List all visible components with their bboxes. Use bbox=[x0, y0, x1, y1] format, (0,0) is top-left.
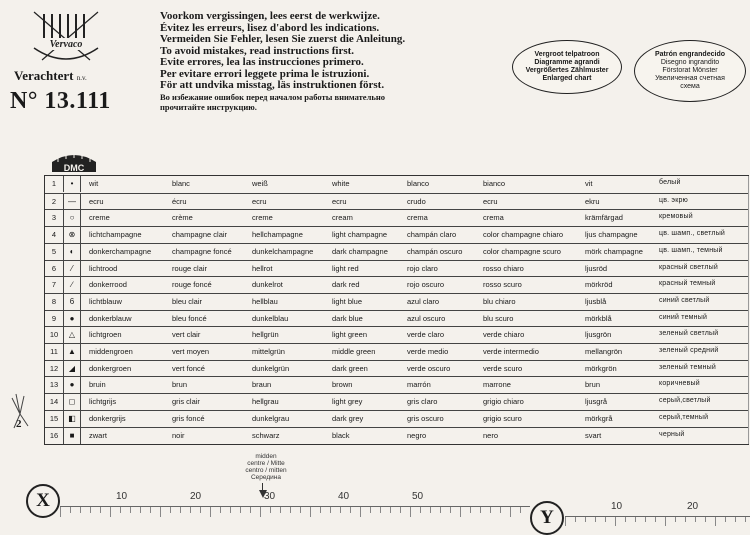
color-name: gris claro bbox=[407, 397, 438, 407]
color-name: verde scuro bbox=[483, 363, 523, 373]
color-name: mörkgrön bbox=[585, 363, 617, 373]
ruler-tick bbox=[565, 517, 566, 526]
table-row bbox=[45, 276, 749, 293]
enlarged-chart-badge bbox=[512, 40, 622, 94]
color-name: hellchampagne bbox=[252, 230, 303, 240]
color-name: negro bbox=[407, 430, 427, 440]
ruler-tick bbox=[220, 507, 221, 513]
color-name: цв. экрю bbox=[659, 196, 688, 204]
color-name: lichtgroen bbox=[89, 330, 122, 340]
color-number: 6 bbox=[45, 261, 64, 277]
ruler-tick bbox=[120, 507, 121, 513]
table-row bbox=[45, 293, 749, 310]
color-name: grigio scuro bbox=[483, 413, 522, 423]
color-name: lichtblauw bbox=[89, 296, 122, 306]
color-number: 9 bbox=[45, 311, 64, 327]
color-name: dark blue bbox=[332, 313, 363, 323]
table-row bbox=[45, 310, 749, 327]
color-name: ecru bbox=[483, 196, 498, 206]
color-name: rojo claro bbox=[407, 263, 438, 273]
ruler-tick bbox=[350, 507, 351, 513]
stitch-symbol: ◢ bbox=[64, 361, 81, 377]
color-name: зеленый темный bbox=[659, 363, 716, 371]
color-name: color champagne scuro bbox=[483, 246, 561, 256]
color-number: 8 bbox=[45, 294, 64, 310]
color-name: crema bbox=[483, 213, 504, 223]
stitch-symbol: ◻ bbox=[64, 394, 81, 410]
color-name: donkerrood bbox=[89, 280, 127, 290]
color-name: синий светлый bbox=[659, 296, 710, 304]
table-row bbox=[45, 393, 749, 410]
color-name: donkergroen bbox=[89, 363, 132, 373]
color-name: ljusgrå bbox=[585, 397, 608, 407]
stitch-symbol: 6 bbox=[64, 294, 81, 310]
color-name: цв. шамп., светлый bbox=[659, 230, 726, 238]
color-name: синий темный bbox=[659, 313, 708, 321]
stitch-symbol: ● bbox=[64, 311, 81, 327]
ruler-tick bbox=[410, 507, 411, 517]
color-name: marrón bbox=[407, 380, 431, 390]
ruler-tick bbox=[130, 507, 131, 513]
color-name: light red bbox=[332, 263, 359, 273]
ruler-tick bbox=[675, 517, 676, 522]
badge-line: Förstorat Mönster bbox=[662, 67, 718, 74]
color-number: 3 bbox=[45, 210, 64, 226]
ruler-tick bbox=[655, 517, 656, 522]
color-name: light grey bbox=[332, 397, 363, 407]
color-name: dunkelgrau bbox=[252, 413, 290, 423]
color-number: 11 bbox=[45, 344, 64, 360]
dmc-logo bbox=[48, 150, 100, 176]
ruler-tick bbox=[470, 507, 471, 513]
ruler-tick bbox=[210, 507, 211, 517]
color-name: svart bbox=[585, 430, 602, 440]
badge-line: Diagramme agrandi bbox=[534, 59, 600, 66]
ruler-tick bbox=[480, 507, 481, 513]
color-name: braun bbox=[252, 380, 272, 390]
color-name: champán claro bbox=[407, 230, 457, 240]
ruler-tick bbox=[310, 507, 311, 517]
ruler-tick bbox=[140, 507, 141, 513]
axis-x-marker: X bbox=[26, 484, 60, 518]
ruler-tick bbox=[80, 507, 81, 513]
color-name: verde chiaro bbox=[483, 330, 525, 340]
center-note-line: centre / Mitte bbox=[247, 460, 285, 467]
color-name: schwarz bbox=[252, 430, 280, 440]
color-name: lichtrood bbox=[89, 263, 118, 273]
stitch-symbol: △ bbox=[64, 327, 81, 343]
ruler-tick bbox=[100, 507, 101, 513]
axis-y-marker: Y bbox=[530, 501, 564, 535]
instruction-line: För att undvika misstag, läs instruktionen först. bbox=[160, 79, 385, 91]
ruler-tick bbox=[685, 517, 686, 522]
ruler-tick bbox=[645, 517, 646, 522]
color-name: белый bbox=[659, 179, 681, 186]
color-name: verde intermedio bbox=[483, 347, 539, 356]
color-name: grigio chiaro bbox=[483, 397, 524, 407]
color-name: middle green bbox=[332, 347, 376, 356]
color-number: 10 bbox=[45, 327, 64, 343]
color-name: brun bbox=[172, 380, 188, 390]
color-name: blanco bbox=[407, 179, 430, 188]
color-name: rosso scuro bbox=[483, 280, 522, 290]
color-name: mörk champagne bbox=[585, 246, 643, 256]
stitch-symbol: ▲ bbox=[64, 344, 81, 360]
instruction-line: Per evitare errori leggete prima le istruzioni. bbox=[160, 67, 370, 80]
x-tick-label: 10 bbox=[116, 491, 128, 502]
color-name: azul claro bbox=[407, 296, 440, 306]
badge-line: схема bbox=[680, 83, 700, 90]
color-name: bleu foncé bbox=[172, 313, 207, 323]
color-name: черный bbox=[659, 430, 685, 438]
center-note-line: Середина bbox=[250, 474, 282, 481]
color-name: ljusröd bbox=[585, 263, 608, 273]
color-name: hellblau bbox=[252, 296, 278, 306]
color-name: crema bbox=[407, 213, 428, 223]
color-name: dunkelblau bbox=[252, 313, 289, 323]
stitch-symbol: ⁄ bbox=[64, 261, 81, 277]
ruler-tick bbox=[715, 517, 716, 526]
ruler-tick bbox=[90, 507, 91, 513]
ruler-tick bbox=[520, 507, 521, 513]
color-name: donkerblauw bbox=[89, 313, 132, 323]
ruler-tick bbox=[230, 507, 231, 513]
color-name: dunkelgrün bbox=[252, 363, 290, 373]
color-name: ljus champagne bbox=[585, 230, 638, 240]
color-name: cream bbox=[332, 213, 353, 223]
color-name: dark red bbox=[332, 280, 360, 290]
ruler-tick bbox=[585, 517, 586, 522]
center-note-line: centro / mitten bbox=[245, 467, 287, 474]
color-name: écru bbox=[172, 196, 187, 206]
color-name: dark grey bbox=[332, 413, 364, 423]
color-name: mörkgrå bbox=[585, 413, 613, 423]
color-number: 2 bbox=[45, 194, 64, 210]
table-row bbox=[45, 193, 749, 210]
ruler-tick bbox=[320, 507, 321, 513]
color-name: middengroen bbox=[89, 347, 133, 356]
table-row bbox=[45, 376, 749, 393]
ruler-tick bbox=[725, 517, 726, 522]
badge-line: Enlarged chart bbox=[542, 75, 592, 82]
color-key-table bbox=[44, 175, 749, 445]
ruler-tick bbox=[180, 507, 181, 513]
instruction-line: To avoid mistakes, read instructions first. bbox=[160, 44, 355, 57]
ruler-tick bbox=[250, 507, 251, 513]
stitch-symbol: ∕ bbox=[64, 277, 81, 293]
color-name: color champagne chiaro bbox=[483, 230, 564, 240]
dmc-label: DMC bbox=[63, 163, 85, 173]
color-name: verde medio bbox=[407, 347, 449, 356]
badge-line: Vergroot telpatroon bbox=[534, 51, 600, 58]
ruler-tick bbox=[70, 507, 71, 513]
ruler-tick bbox=[735, 517, 736, 522]
color-name: ecru bbox=[332, 196, 347, 206]
table-row bbox=[45, 326, 749, 343]
color-name: зеленый средний bbox=[659, 347, 719, 354]
color-name: weiß bbox=[252, 179, 268, 188]
ruler-tick bbox=[240, 507, 241, 513]
y-tick-label: 20 bbox=[687, 501, 699, 512]
color-name: light champagne bbox=[332, 230, 388, 240]
ruler-tick bbox=[300, 507, 301, 513]
color-name: rosso chiaro bbox=[483, 263, 524, 273]
stitch-symbol: • bbox=[64, 176, 81, 192]
ruler-tick bbox=[160, 507, 161, 517]
ruler-tick bbox=[450, 507, 451, 513]
x-tick-label: 50 bbox=[412, 491, 424, 502]
color-number: 16 bbox=[45, 428, 64, 444]
instruction-line: Voorkom vergissingen, lees eerst de werkwijze. bbox=[160, 10, 380, 22]
ruler-tick bbox=[340, 507, 341, 513]
color-number: 7 bbox=[45, 277, 64, 293]
ruler-tick bbox=[615, 517, 616, 526]
color-name: hellgrün bbox=[252, 330, 279, 340]
ruler-tick bbox=[605, 517, 606, 522]
table-row bbox=[45, 260, 749, 277]
ruler-tick bbox=[705, 517, 706, 522]
color-name: коричневый bbox=[659, 380, 700, 388]
badge-line: Увеличенная счетная bbox=[655, 75, 725, 82]
color-number: 13 bbox=[45, 377, 64, 393]
center-note-line: midden bbox=[255, 453, 277, 460]
color-name: rouge clair bbox=[172, 263, 208, 273]
color-name: красный светлый bbox=[659, 263, 718, 271]
ruler-tick bbox=[490, 507, 491, 513]
ruler-tick bbox=[745, 517, 746, 522]
color-name: vit bbox=[585, 179, 593, 188]
ruler-tick bbox=[460, 507, 461, 517]
badge-line: Disegno ingrandito bbox=[660, 59, 720, 66]
pattern-number: N° 13.111 bbox=[10, 88, 111, 114]
color-name: blu scuro bbox=[483, 313, 514, 323]
ruler-tick bbox=[200, 507, 201, 513]
ruler-tick bbox=[695, 517, 696, 522]
color-name: hellrot bbox=[252, 263, 273, 273]
color-name: crudo bbox=[407, 196, 426, 206]
table-row bbox=[45, 343, 749, 360]
color-name: zwart bbox=[89, 430, 107, 440]
color-name: creme bbox=[252, 213, 273, 223]
instruction-line: Evite errores, lea las instrucciones primero. bbox=[160, 56, 364, 68]
vervaco-logo bbox=[30, 8, 102, 66]
enlarged-chart-badge-2 bbox=[634, 40, 746, 102]
color-name: цв. шамп., темный bbox=[659, 246, 723, 254]
ruler-tick bbox=[665, 517, 666, 526]
color-name: verde oscuro bbox=[407, 363, 451, 373]
color-name: champán oscuro bbox=[407, 246, 463, 256]
stitch-symbol: ◐ bbox=[64, 244, 81, 260]
color-name: lichtgrijs bbox=[89, 397, 117, 407]
ruler-tick bbox=[635, 517, 636, 522]
color-name: красный темный bbox=[659, 280, 716, 288]
y-ruler bbox=[565, 501, 750, 531]
color-number: 14 bbox=[45, 394, 64, 410]
ruler-tick bbox=[595, 517, 596, 522]
color-name: ecru bbox=[89, 196, 104, 206]
color-name: marrone bbox=[483, 380, 511, 390]
color-name: dark champagne bbox=[332, 246, 388, 256]
color-name: ekru bbox=[585, 196, 600, 206]
color-name: vert clair bbox=[172, 330, 201, 340]
ruler-tick bbox=[625, 517, 626, 522]
x-tick-label: 30 bbox=[264, 491, 276, 502]
ruler-tick bbox=[575, 517, 576, 522]
color-name: gris clair bbox=[172, 397, 200, 407]
ruler-tick bbox=[60, 507, 61, 517]
color-name: verde claro bbox=[407, 330, 445, 340]
ruler-tick bbox=[110, 507, 111, 517]
color-name: champagne foncé bbox=[172, 246, 232, 256]
color-name: crème bbox=[172, 213, 193, 223]
ruler-tick bbox=[190, 507, 191, 513]
color-name: wit bbox=[89, 179, 99, 188]
x-tick-label: 40 bbox=[338, 491, 350, 502]
ruler-tick bbox=[390, 507, 391, 513]
color-name: mörkblå bbox=[585, 313, 612, 323]
color-name: brun bbox=[585, 380, 601, 390]
color-name: donkerchampagne bbox=[89, 246, 152, 256]
brand-suffix: n.v. bbox=[76, 74, 87, 82]
color-name: azul oscuro bbox=[407, 313, 446, 323]
instruction-line: Vermeiden Sie Fehler, lesen Sie zuerst die Anleitung. bbox=[160, 33, 406, 45]
color-number: 15 bbox=[45, 411, 64, 427]
color-name: donkergrijs bbox=[89, 413, 126, 423]
x-ruler bbox=[60, 491, 530, 531]
table-row bbox=[45, 209, 749, 226]
color-number: 12 bbox=[45, 361, 64, 377]
ruler-tick bbox=[150, 507, 151, 513]
instruction-line-ru: Во избежание ошибок перед началом работы внимательно bbox=[160, 91, 385, 102]
color-name: кремовый bbox=[659, 213, 693, 221]
x-tick-label: 20 bbox=[190, 491, 202, 502]
table-row bbox=[45, 410, 749, 427]
badge-line: Vergrößertes Zählmuster bbox=[525, 67, 609, 74]
color-name: creme bbox=[89, 213, 110, 223]
instruction-line-ru: прочитайте инструкцию. bbox=[160, 101, 257, 112]
color-name: зеленый светлый bbox=[659, 330, 719, 338]
ruler-tick bbox=[280, 507, 281, 513]
stitch-symbol: ⊗ bbox=[64, 227, 81, 243]
color-name: серый,светлый bbox=[659, 397, 711, 405]
ruler-tick bbox=[400, 507, 401, 513]
color-name: rouge foncé bbox=[172, 280, 212, 290]
color-name: light green bbox=[332, 330, 368, 340]
color-number: 1 bbox=[45, 176, 64, 192]
ruler-tick bbox=[370, 507, 371, 513]
ruler-tick bbox=[500, 507, 501, 513]
instruction-line: Évitez les erreurs, lisez d'abord les indications. bbox=[160, 21, 380, 34]
stitch-symbol: ◧ bbox=[64, 411, 81, 427]
instructions-block bbox=[160, 11, 480, 112]
color-name: bianco bbox=[483, 179, 506, 188]
color-name: noir bbox=[172, 430, 185, 440]
color-name: mittelgrün bbox=[252, 347, 285, 356]
color-name: серый,темный bbox=[659, 413, 709, 421]
table-row bbox=[45, 226, 749, 243]
color-name: vert moyen bbox=[172, 347, 210, 356]
color-name: black bbox=[332, 430, 350, 440]
color-name: blu chiaro bbox=[483, 296, 516, 306]
color-name: light blue bbox=[332, 296, 363, 306]
ruler-tick bbox=[510, 507, 511, 517]
ruler-tick bbox=[290, 507, 291, 513]
color-name: mellangrön bbox=[585, 347, 623, 356]
ruler-tick bbox=[430, 507, 431, 513]
color-name: ljusblå bbox=[585, 296, 607, 306]
color-name: gris foncé bbox=[172, 413, 205, 423]
color-name: vert foncé bbox=[172, 363, 205, 373]
color-name: bleu clair bbox=[172, 296, 203, 306]
color-name: ecru bbox=[252, 196, 267, 206]
table-row bbox=[45, 360, 749, 377]
color-name: dunkelrot bbox=[252, 280, 283, 290]
color-number: 4 bbox=[45, 227, 64, 243]
color-name: white bbox=[332, 179, 350, 188]
color-name: brown bbox=[332, 380, 353, 390]
ruler-tick bbox=[420, 507, 421, 513]
color-name: dark green bbox=[332, 363, 368, 373]
badge-line: Patrón engrandecido bbox=[654, 51, 725, 58]
y-tick-label: 10 bbox=[611, 501, 623, 512]
page-side-number: 2 bbox=[16, 418, 22, 430]
color-name: gris oscuro bbox=[407, 413, 444, 423]
color-name: hellgrau bbox=[252, 397, 279, 407]
color-number: 5 bbox=[45, 244, 64, 260]
ruler-tick bbox=[170, 507, 171, 513]
table-row bbox=[45, 243, 749, 260]
ruler-tick bbox=[260, 507, 261, 517]
brand-name-text: Verachtert bbox=[14, 68, 74, 83]
ruler-tick bbox=[380, 507, 381, 513]
color-name: nero bbox=[483, 430, 499, 440]
stitch-symbol: — bbox=[64, 194, 81, 210]
stitch-symbol: ● bbox=[64, 377, 81, 393]
color-name: krämfärgad bbox=[585, 213, 623, 223]
color-name: lichtchampagne bbox=[89, 230, 142, 240]
color-name: ljusgrön bbox=[585, 330, 612, 340]
table-row bbox=[45, 176, 749, 192]
color-name: rojo oscuro bbox=[407, 280, 445, 290]
brand-name bbox=[14, 68, 87, 84]
ruler-tick bbox=[330, 507, 331, 513]
stitch-symbol: ■ bbox=[64, 428, 81, 444]
color-name: champagne clair bbox=[172, 230, 228, 240]
color-name: dunkelchampagne bbox=[252, 246, 314, 256]
ruler-tick bbox=[360, 507, 361, 517]
color-name: bruin bbox=[89, 380, 106, 390]
ruler-tick bbox=[270, 507, 271, 513]
center-note bbox=[226, 453, 306, 481]
logo-text: Vervaco bbox=[49, 39, 83, 50]
ruler-tick bbox=[440, 507, 441, 513]
table-row bbox=[45, 427, 749, 444]
color-name: blanc bbox=[172, 179, 190, 188]
stitch-symbol: ○ bbox=[64, 210, 81, 226]
color-name: mörkröd bbox=[585, 280, 613, 290]
